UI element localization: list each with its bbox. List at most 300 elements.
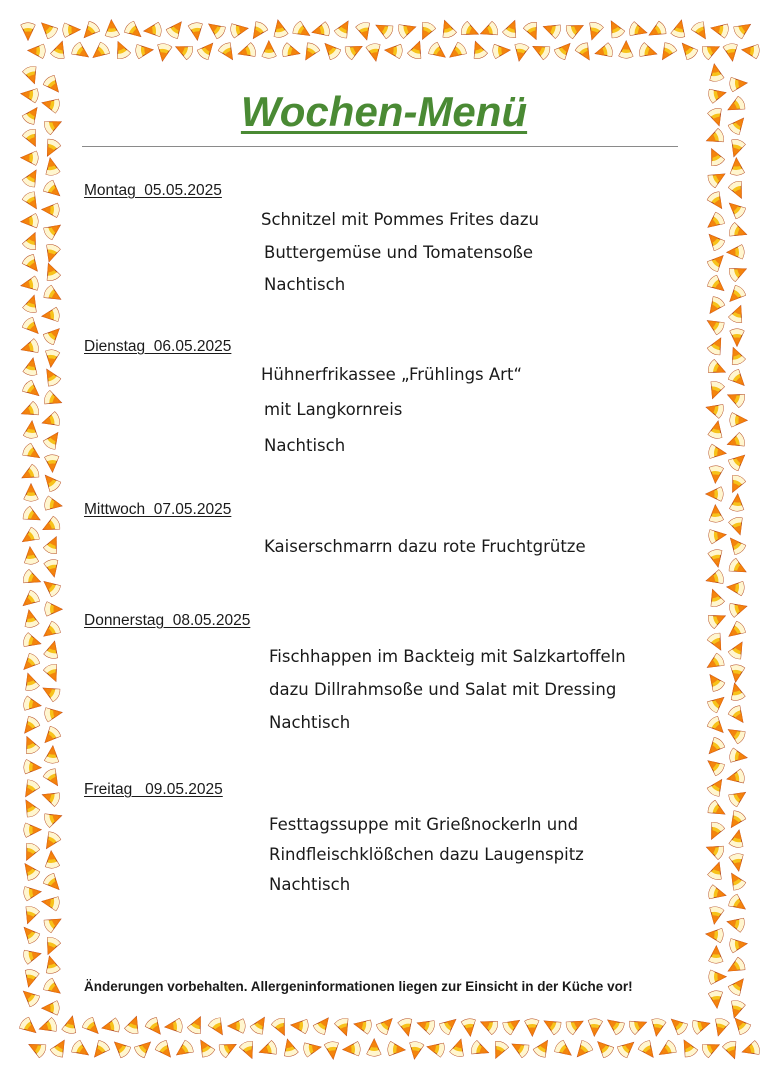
candy-corn-icon	[638, 42, 658, 60]
candy-corn-icon	[532, 1037, 553, 1059]
candy-corn-icon	[42, 324, 64, 346]
candy-corn-icon	[257, 1040, 278, 1059]
candy-corn-icon	[707, 359, 728, 379]
dish-line: dazu Dillrahmsoße und Salat mit Dressing	[269, 680, 617, 699]
candy-corn-icon	[708, 549, 725, 569]
candy-corn-icon	[667, 1014, 689, 1036]
candy-corn-icon	[705, 927, 723, 943]
candy-corn-icon	[44, 706, 63, 722]
candy-corn-icon	[707, 860, 726, 880]
candy-corn-icon	[42, 936, 62, 957]
candy-corn-icon	[42, 261, 61, 282]
candy-corn-icon	[42, 202, 60, 217]
candy-corn-icon	[42, 179, 64, 201]
dish-line: Hühnerfrikassee „Frühlings Art“	[261, 365, 522, 384]
day-label-thursday: Donnerstag 08.05.2025	[84, 612, 251, 629]
dish-line: Nachtisch	[269, 875, 351, 894]
candy-corn-icon	[79, 20, 101, 42]
candy-corn-icon	[727, 450, 749, 472]
candy-corn-icon	[21, 23, 35, 40]
candy-corn-icon	[44, 745, 59, 763]
candy-corn-icon	[708, 444, 727, 460]
candy-corn-icon	[21, 316, 43, 338]
candy-corn-icon	[704, 230, 726, 252]
candy-corn-icon	[23, 420, 39, 438]
candy-corn-icon	[37, 1017, 57, 1036]
candy-corn-icon	[45, 602, 62, 616]
candy-corn-icon	[460, 21, 481, 41]
candy-corn-icon	[41, 138, 61, 160]
candy-corn-icon	[730, 1014, 752, 1036]
candy-corn-icon	[478, 1016, 499, 1036]
candy-corn-icon	[706, 190, 727, 212]
candy-corn-icon	[707, 335, 727, 357]
candy-corn-icon	[187, 1014, 207, 1035]
candy-corn-icon	[730, 494, 745, 512]
day-label-friday: Freitag 09.05.2025	[84, 781, 223, 798]
candy-corn-icon	[707, 63, 724, 82]
candy-corn-icon	[311, 22, 331, 40]
candy-corn-icon	[489, 1040, 509, 1061]
day-label-wednesday: Mittwoch 07.05.2025	[84, 501, 232, 518]
candy-corn-icon	[271, 1017, 291, 1038]
candy-corn-icon	[727, 893, 749, 914]
candy-corn-icon	[19, 652, 41, 674]
candy-corn-icon	[727, 368, 749, 390]
candy-corn-icon	[70, 1039, 92, 1060]
candy-corn-icon	[312, 1014, 333, 1036]
candy-corn-icon	[353, 1017, 373, 1034]
candy-corn-icon	[553, 1039, 575, 1060]
candy-corn-icon	[42, 767, 63, 789]
dish-line: Nachtisch	[264, 275, 346, 294]
candy-corn-icon	[478, 21, 499, 40]
candy-corn-icon	[397, 20, 417, 39]
page-title: Wochen-Menü	[240, 88, 528, 135]
candy-corn-icon	[19, 986, 41, 1008]
candy-corn-icon	[81, 1016, 103, 1038]
candy-corn-icon	[712, 1017, 730, 1037]
candy-corn-icon	[21, 214, 39, 229]
candy-corn-icon	[112, 39, 132, 60]
candy-corn-icon	[605, 18, 625, 40]
candy-corn-icon	[22, 609, 39, 629]
candy-corn-icon	[89, 1039, 111, 1061]
candy-corn-icon	[19, 860, 40, 882]
candy-corn-icon	[729, 664, 745, 683]
dish-line: mit Langkornreis	[264, 400, 403, 419]
candy-corn-icon	[21, 734, 41, 755]
candy-corn-icon	[729, 853, 746, 872]
candy-corn-icon	[24, 823, 41, 838]
candy-corn-icon	[291, 20, 313, 41]
candy-corn-icon	[705, 821, 725, 842]
candy-corn-icon	[43, 390, 64, 409]
candy-corn-icon	[565, 1015, 587, 1035]
candy-corn-icon	[19, 589, 41, 611]
candy-corn-icon	[502, 18, 521, 39]
candy-corn-icon	[706, 776, 727, 798]
candy-corn-icon	[41, 307, 60, 323]
candy-corn-icon	[628, 1016, 649, 1035]
candy-corn-icon	[334, 1017, 353, 1038]
candy-corn-icon	[387, 1041, 405, 1056]
candy-corn-icon	[303, 1040, 322, 1057]
candy-corn-icon	[593, 1037, 615, 1059]
candy-corn-icon	[218, 1038, 240, 1058]
candy-corn-icon	[44, 349, 60, 368]
candy-corn-icon	[343, 1042, 361, 1057]
candy-corn-icon	[249, 1014, 270, 1036]
candy-corn-icon	[704, 652, 726, 673]
candy-corn-icon	[704, 736, 726, 758]
candy-corn-icon	[705, 146, 725, 167]
candy-corn-icon	[89, 41, 111, 63]
candy-corn-icon	[704, 295, 725, 317]
candy-corn-icon	[63, 23, 80, 38]
dish-line: Festtagssuppe mit Grießnockerln und	[269, 815, 579, 834]
candy-corn-icon	[271, 19, 288, 39]
candy-corn-icon	[704, 755, 726, 776]
candy-corn-icon	[725, 534, 747, 556]
candy-corn-icon	[707, 632, 727, 654]
candy-corn-icon	[565, 19, 586, 39]
candy-corn-icon	[704, 569, 724, 587]
candy-corn-icon	[124, 1014, 143, 1035]
candy-corn-icon	[333, 18, 354, 40]
candy-corn-icon	[649, 1018, 666, 1037]
candy-corn-icon	[727, 704, 748, 726]
candy-corn-icon	[230, 21, 249, 38]
candy-corn-icon	[40, 620, 62, 641]
candy-corn-icon	[248, 20, 269, 42]
candy-corn-icon	[165, 18, 186, 40]
candy-corn-icon	[43, 809, 64, 828]
candy-corn-icon	[40, 516, 62, 536]
candy-corn-icon	[21, 671, 40, 691]
candy-corn-icon	[470, 1040, 491, 1059]
candy-corn-icon	[239, 1040, 259, 1061]
candy-corn-icon	[706, 251, 728, 273]
candy-corn-icon	[21, 190, 42, 212]
candy-corn-icon	[708, 528, 727, 544]
candy-corn-icon	[740, 1040, 760, 1058]
candy-corn-icon	[23, 947, 43, 965]
candy-corn-icon	[704, 211, 726, 232]
candy-corn-icon	[236, 42, 256, 60]
candy-corn-icon	[619, 41, 633, 58]
candy-corn-icon	[709, 970, 726, 985]
candy-corn-icon	[373, 19, 395, 39]
candy-corn-icon	[587, 1019, 602, 1037]
candy-corn-icon	[262, 41, 276, 58]
candy-corn-icon	[727, 245, 744, 260]
candy-corn-icon	[205, 18, 227, 39]
candy-corn-icon	[20, 778, 41, 800]
candy-corn-icon	[49, 1037, 70, 1059]
candy-corn-icon	[281, 1038, 299, 1058]
candy-corn-icon	[728, 263, 749, 283]
candy-corn-icon	[384, 43, 402, 58]
candy-corn-icon	[40, 725, 62, 747]
candy-corn-icon	[42, 429, 63, 451]
candy-corn-icon	[727, 787, 749, 808]
candy-corn-icon	[704, 401, 724, 419]
dish-line: Nachtisch	[264, 436, 346, 455]
candy-corn-icon	[20, 797, 41, 819]
candy-corn-icon	[708, 466, 723, 484]
candy-corn-icon	[710, 21, 730, 38]
candy-corn-icon	[22, 969, 40, 989]
candy-corn-icon	[104, 20, 119, 38]
candy-corn-icon	[24, 760, 42, 775]
candy-corn-icon	[727, 639, 748, 661]
candy-corn-icon	[426, 1040, 446, 1057]
candy-corn-icon	[320, 39, 342, 61]
candy-corn-icon	[40, 471, 62, 493]
candy-corn-icon	[657, 41, 678, 63]
candy-corn-icon	[41, 895, 60, 911]
candy-corn-icon	[585, 21, 604, 41]
candy-corn-icon	[43, 157, 60, 176]
candy-corn-icon	[707, 610, 728, 630]
candy-corn-icon	[43, 955, 61, 975]
candy-corn-icon	[525, 1019, 540, 1036]
title-divider	[82, 146, 678, 147]
candy-corn-icon	[22, 230, 42, 251]
candy-corn-icon	[723, 43, 739, 62]
candy-corn-icon	[44, 559, 61, 579]
candy-corn-icon	[20, 276, 39, 293]
dish-line: Schnitzel mit Pommes Frites dazu	[261, 210, 539, 229]
candy-corn-icon	[110, 1037, 132, 1059]
candy-corn-icon	[708, 420, 725, 440]
candy-corn-icon	[42, 284, 64, 305]
candy-corn-icon	[728, 682, 746, 702]
candy-corn-icon	[415, 1016, 435, 1035]
day-label-tuesday: Dienstag 06.05.2025	[84, 338, 232, 355]
candy-corn-icon	[706, 715, 728, 737]
candy-corn-icon	[23, 357, 40, 377]
candy-corn-icon	[144, 1016, 165, 1038]
candy-corn-icon	[173, 40, 194, 60]
candy-corn-icon	[22, 293, 41, 313]
candy-corn-icon	[195, 1037, 216, 1059]
candy-corn-icon	[407, 39, 426, 60]
candy-corn-icon	[628, 21, 648, 39]
candy-corn-icon	[616, 1037, 638, 1059]
candy-corn-icon	[572, 1039, 594, 1061]
candy-corn-icon	[228, 1019, 245, 1033]
candy-corn-icon	[43, 534, 63, 555]
candy-corn-icon	[704, 315, 726, 336]
candy-corn-icon	[726, 580, 744, 596]
candy-corn-icon	[708, 885, 728, 903]
candy-corn-icon	[44, 850, 59, 868]
candy-corn-icon	[21, 905, 40, 926]
candy-corn-icon	[43, 663, 63, 684]
candy-corn-icon	[438, 1014, 460, 1036]
candy-corn-icon	[21, 167, 42, 189]
candy-corn-icon	[21, 151, 38, 166]
candy-corn-icon	[22, 506, 44, 526]
candy-corn-icon	[154, 1039, 176, 1061]
candy-corn-icon	[594, 42, 614, 60]
candy-corn-icon	[19, 401, 40, 420]
candy-corn-icon	[188, 22, 204, 41]
candy-corn-icon	[62, 1015, 80, 1035]
dish-line: Kaiserschmarrn dazu rote Fruchtgrütze	[264, 537, 586, 556]
candy-corn-icon	[725, 432, 746, 451]
candy-corn-icon	[22, 632, 42, 650]
candy-corn-icon	[375, 1014, 397, 1036]
candy-corn-icon	[22, 65, 41, 86]
candy-corn-icon	[42, 1001, 59, 1015]
candy-corn-icon	[512, 43, 529, 62]
candy-corn-icon	[23, 696, 42, 713]
candy-corn-icon	[706, 692, 728, 714]
candy-corn-icon	[37, 18, 59, 40]
candy-corn-icon	[19, 715, 40, 737]
candy-corn-icon	[706, 380, 725, 401]
candy-corn-icon	[196, 39, 218, 61]
candy-corn-icon	[730, 329, 744, 346]
candy-corn-icon	[523, 21, 543, 42]
candy-corn-icon	[706, 487, 723, 501]
candy-corn-icon	[21, 253, 42, 275]
candy-corn-icon	[449, 1037, 467, 1057]
candy-corn-icon	[709, 946, 724, 963]
candy-corn-icon	[42, 977, 64, 998]
candy-corn-icon	[42, 913, 64, 933]
candy-corn-icon	[727, 138, 746, 158]
candy-corn-icon	[26, 1038, 48, 1058]
candy-corn-icon	[604, 1014, 626, 1035]
candy-corn-icon	[678, 1037, 698, 1059]
candy-corn-icon	[706, 168, 728, 189]
candy-corn-icon	[18, 1016, 40, 1038]
candy-corn-icon	[398, 1018, 416, 1038]
candy-corn-icon	[40, 682, 62, 702]
candy-corn-icon	[469, 39, 488, 60]
candy-corn-icon	[727, 975, 748, 997]
candy-corn-icon	[691, 1017, 711, 1035]
candy-corn-icon	[704, 671, 725, 693]
candy-corn-icon	[501, 1015, 523, 1036]
candy-corn-icon	[726, 769, 746, 786]
candy-corn-icon	[728, 180, 748, 201]
candy-corn-icon	[509, 1038, 531, 1058]
candy-corn-icon	[492, 43, 510, 58]
candy-corn-icon	[40, 788, 61, 807]
candy-corn-icon	[725, 724, 747, 745]
candy-corn-icon	[355, 21, 373, 41]
candy-corn-icon	[21, 379, 43, 401]
candy-corn-icon	[728, 516, 747, 536]
candy-corn-icon	[706, 799, 728, 820]
candy-corn-icon	[704, 841, 725, 860]
candy-corn-icon	[21, 442, 43, 463]
candy-corn-icon	[173, 1039, 195, 1060]
candy-corn-icon	[344, 40, 366, 60]
candy-corn-icon	[446, 41, 468, 62]
candy-corn-icon	[408, 1041, 424, 1060]
candy-corn-icon	[708, 505, 723, 523]
candy-corn-icon	[656, 1039, 678, 1060]
candy-corn-icon	[19, 923, 41, 945]
candy-corn-icon	[164, 1018, 182, 1034]
candy-corn-icon	[70, 41, 92, 62]
candy-corn-icon	[290, 1018, 308, 1034]
candy-corn-icon	[726, 915, 746, 933]
candy-corn-icon	[42, 872, 64, 894]
candy-corn-icon	[729, 158, 744, 176]
candy-corn-icon	[24, 484, 38, 501]
candy-corn-icon	[725, 389, 746, 409]
candy-corn-icon	[19, 526, 41, 547]
day-label-monday: Montag 05.05.2025	[84, 182, 222, 199]
candy-corn-icon	[133, 1037, 155, 1059]
candy-corn-icon	[42, 243, 60, 263]
candy-corn-icon	[728, 999, 746, 1019]
candy-corn-icon	[427, 41, 449, 62]
candy-corn-icon	[281, 42, 301, 60]
candy-corn-icon	[701, 1038, 722, 1058]
candy-corn-icon	[728, 222, 749, 241]
candy-corn-icon	[101, 1018, 121, 1035]
candy-corn-icon	[530, 40, 552, 60]
candy-corn-icon	[541, 20, 562, 39]
candy-corn-icon	[45, 455, 60, 473]
candy-corn-icon	[20, 842, 40, 863]
candy-corn-icon	[19, 338, 39, 356]
candy-corn-icon	[40, 411, 60, 429]
candy-corn-icon	[725, 956, 747, 977]
candy-corn-icon	[727, 345, 746, 366]
candy-corn-icon	[324, 1041, 340, 1060]
candy-corn-icon	[722, 1040, 741, 1061]
candy-corn-icon	[637, 1039, 658, 1061]
candy-corn-icon	[706, 587, 725, 608]
candy-corn-icon	[729, 937, 748, 953]
candy-corn-icon	[41, 366, 62, 388]
candy-corn-icon	[366, 43, 383, 62]
candy-corn-icon	[706, 274, 728, 296]
candy-corn-icon	[40, 576, 62, 598]
candy-corn-icon	[690, 20, 711, 42]
candy-corn-icon	[730, 413, 747, 428]
dish-line: Fischhappen im Backteig mit Salzkartoffeln	[269, 647, 626, 666]
candy-corn-icon	[725, 284, 747, 306]
candy-corn-icon	[41, 830, 62, 852]
candy-corn-icon	[708, 990, 724, 1008]
candy-corn-icon	[300, 41, 321, 63]
candy-corn-icon	[367, 1039, 381, 1056]
candy-corn-icon	[43, 640, 61, 660]
candy-corn-icon	[701, 40, 722, 60]
candy-corn-icon	[729, 748, 748, 765]
candy-corn-icon	[23, 546, 39, 564]
candy-corn-icon	[123, 20, 145, 42]
candy-corn-icon	[671, 19, 689, 39]
candy-corn-icon	[646, 20, 668, 41]
dish-line: Buttergemüse und Tomatensoße	[264, 243, 534, 262]
candy-corn-icon	[19, 464, 41, 484]
candy-corn-icon	[553, 39, 575, 61]
candy-corn-icon	[416, 21, 436, 42]
candy-corn-icon	[574, 41, 595, 63]
candy-corn-icon	[541, 1015, 563, 1036]
